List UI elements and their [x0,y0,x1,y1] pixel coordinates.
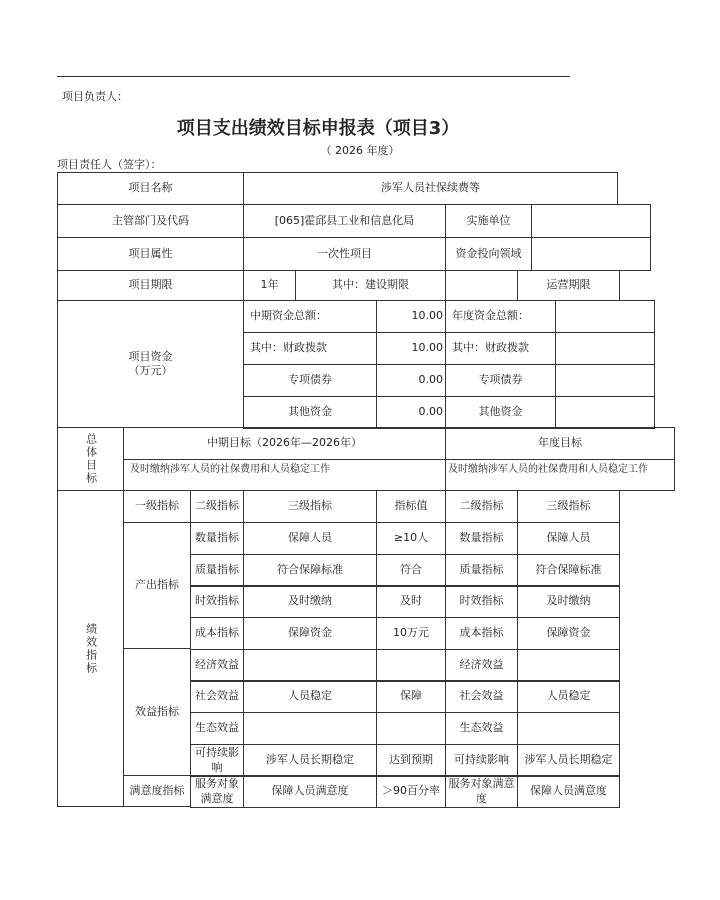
indicator-a2: 社会效益 [445,680,518,713]
indicator-a2: 经济效益 [445,649,518,682]
overall-annual-text: 及时缴纳涉军人员的社保费用和人员稳定工作 [445,459,675,491]
group-benefit: 效益指标 [123,648,191,776]
funds-mid-label: 中期资金总额： [243,300,377,333]
indicator-l2: 可持续影响 [190,744,244,777]
attr-value: 一次性项目 [243,237,446,271]
indicator-header: 三级指标 [517,490,620,523]
indicator-val: 达到预期 [376,744,446,777]
indicator-l3: 符合保障标准 [243,554,377,587]
indicator-a3: 保障人员 [517,522,620,555]
name-value: 涉军人员社保续费等 [243,172,618,205]
indicator-l2: 质量指标 [190,554,244,587]
indicator-a3: 涉军人员长期稳定 [517,744,620,777]
indicator-a2: 生态效益 [445,712,518,745]
indicator-header: 三级指标 [243,490,377,523]
indicator-header: 二级指标 [190,490,244,523]
indicator-l2: 生态效益 [190,712,244,745]
indicator-val: 符合 [376,554,446,587]
name-label: 项目名称 [57,172,244,205]
period-label: 项目期限 [57,270,244,301]
indicator-a2: 质量指标 [445,554,518,587]
indicator-header: 一级指标 [123,490,191,523]
funds-mid-label: 其他资金 [243,396,377,429]
responsible-label: 项目负责人： [62,90,128,103]
signer-label: 项目责任人（签字）： [57,158,162,171]
funds-annual-value [555,396,655,429]
indicator-a3: 保障资金 [517,617,620,650]
invest-label: 资金投向领域 [445,237,532,271]
indicator-l3: 保障人员满意度 [243,775,377,808]
funds-annual-label: 专项债券 [445,364,556,397]
indicator-val: 及时 [376,585,446,618]
overall-label: 总体目标 [57,427,124,491]
indicator-val: ＞90百分率 [376,775,446,808]
indicator-l3: 保障人员 [243,522,377,555]
indicator-val: 保障 [376,680,446,713]
indicator-val: 10万元 [376,617,446,650]
indicator-l2: 服务对象满意度 [190,775,244,808]
indicator-l3: 及时缴纳 [243,585,377,618]
indicator-header: 二级指标 [445,490,518,523]
indicator-l2: 数量指标 [190,522,244,555]
indicator-val [376,712,446,745]
indicator-a3: 及时缴纳 [517,585,620,618]
indicator-a2: 数量指标 [445,522,518,555]
attr-label: 项目属性 [57,237,244,271]
overall-mid-title: 中期目标（2026年—2026年） [123,427,446,460]
funds-mid-label: 其中：财政拨款 [243,332,377,365]
indicators-label: 绩效指标 [57,490,124,807]
funds-mid-value: 0.00 [376,364,446,397]
indicator-val: ≥10人 [376,522,446,555]
period-value: 1年 [243,270,296,301]
impl-value [531,204,651,238]
year-line: （ 2026 年度） [320,144,400,157]
overall-mid-text: 及时缴纳涉军人员的社保费用和人员稳定工作 [123,459,446,491]
indicator-a3: 保障人员满意度 [517,775,620,808]
funds-label: 项目资金 （万元） [57,300,244,428]
indicator-l2: 成本指标 [190,617,244,650]
indicator-l2: 时效指标 [190,585,244,618]
indicator-a3 [517,649,620,682]
group-output: 产出指标 [123,522,191,649]
indicator-l3 [243,712,377,745]
indicator-l3: 人员稳定 [243,680,377,713]
invest-value [531,237,651,271]
build-label: 其中：建设期限 [295,270,446,301]
funds-mid-label: 专项债券 [243,364,377,397]
funds-annual-value [555,364,655,397]
top-rule [57,76,570,77]
operate-label: 运营期限 [517,270,620,301]
funds-annual-label: 其中：财政拨款 [445,332,556,365]
indicator-val [376,649,446,682]
funds-annual-label: 其他资金 [445,396,556,429]
indicator-a2: 时效指标 [445,585,518,618]
indicator-l3: 涉军人员长期稳定 [243,744,377,777]
overall-annual-title: 年度目标 [445,427,675,460]
page-title: 项目支出绩效目标申报表（项目3） [176,118,460,139]
indicator-l3: 保障资金 [243,617,377,650]
indicator-l2: 经济效益 [190,649,244,682]
indicator-a2: 服务对象满意度 [445,775,518,808]
funds-mid-value: 10.00 [376,300,446,333]
funds-annual-value [555,332,655,365]
indicator-a3: 符合保障标准 [517,554,620,587]
funds-annual-label: 年度资金总额： [445,300,556,333]
funds-mid-value: 10.00 [376,332,446,365]
indicator-l3 [243,649,377,682]
indicator-a2: 成本指标 [445,617,518,650]
dept-label: 主管部门及代码 [57,204,244,238]
impl-label: 实施单位 [445,204,532,238]
indicator-l2: 社会效益 [190,680,244,713]
funds-mid-value: 0.00 [376,396,446,429]
indicator-a2: 可持续影响 [445,744,518,777]
group-satisfaction: 满意度指标 [123,775,191,807]
dept-value: [065]霍邱县工业和信息化局 [243,204,446,238]
funds-annual-value [555,300,655,333]
indicator-a3: 人员稳定 [517,680,620,713]
indicator-header: 指标值 [376,490,446,523]
indicator-a3 [517,712,620,745]
build-value [445,270,518,301]
